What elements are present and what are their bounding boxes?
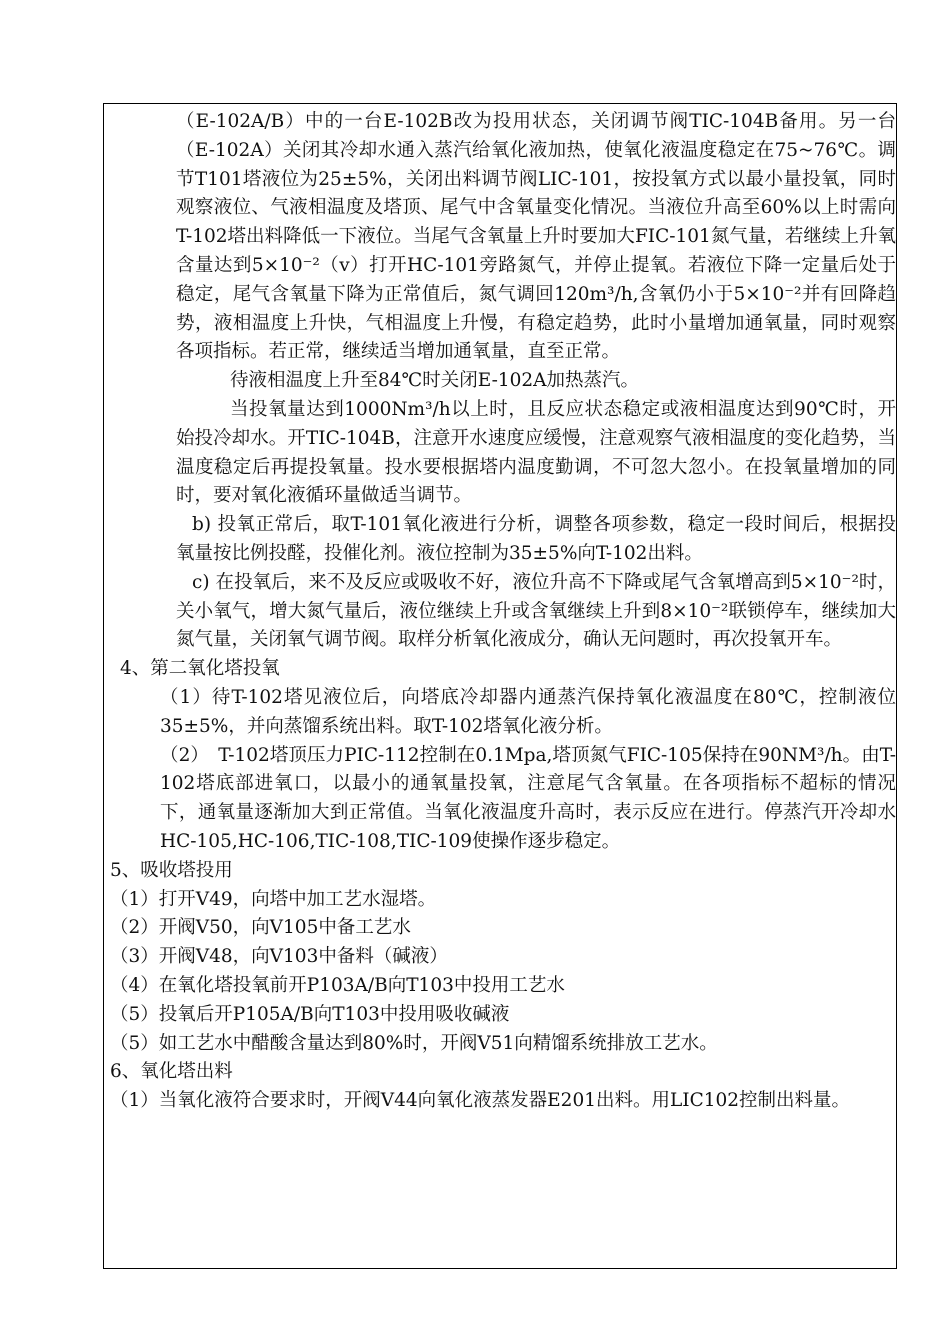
- list-item-5-4: （4）在氧化塔投氧前开P103A/B向T103中投用工艺水: [110, 974, 565, 996]
- list-item-5-6: （5）如工艺水中醋酸含量达到80%时，开阀V51向精馏系统排放工艺水。: [110, 1032, 718, 1054]
- document-body: [110, 108, 896, 1116]
- list-item-5-3: （3）开阀V48，向V103中备料（碱液）: [110, 946, 448, 968]
- paragraph-close-steam: 待液相温度上升至84℃时关闭E-102A加热蒸汽。: [230, 370, 640, 392]
- heading-section-5: 5、吸收塔投用: [110, 859, 233, 881]
- heading-section-6: 6、氧化塔出料: [110, 1061, 233, 1083]
- paragraph-b: b) 投氧正常后，取T-101氧化液进行分析，调整各项参数，稳定一段时间后，根据投氧量按比例投醛，投催化剂。液位控制为35±5%向T-102出料。: [176, 514, 896, 564]
- paragraph-4-2: （2） T-102塔顶压力PIC-112控制在0.1Mpa,塔顶氮气FIC-105保持在90NM³/h。由T-102塔底部进氧口，以最小的通氧量投氧，注意尾气含氧量。在各项指标不超标的情况下，通氧量逐渐加大到正常值。当氧化液温度升高时，表示反应在进行。停蒸汽开冷却水HC-105,HC-106,TIC-108,TIC-109使操作逐步稳定。: [160, 744, 896, 852]
- heading-section-4: 4、第二氧化塔投氧: [120, 658, 280, 680]
- paragraph-oxygen-startup: （E-102A/B）中的一台E-102B改为投用状态，关闭调节阀TIC-104B备用。另一台（E-102A）关闭其冷却水通入蒸汽给氧化液加热，使氧化液温度稳定在75~76℃。调节T101塔液位为25±5%，关闭出料调节阀LIC-101，按投氧方式以最小量投氧，同时观察液位、气液相温度及塔顶、尾气中含氧量变化情况。当液位升高至60%以上时需向T-102塔出料降低一下液位。当尾气含氧量上升时要加大FIC-101氮气量，若继续上升氧含量达到5×10⁻²（v）打开HC-101旁路氮气，并停止提氧。若液位下降一定量后处于稳定，尾气含氧量下降为正常值后，氮气调回120m³/h,含氧仍小于5×10⁻²并有回降趋势，液相温度上升快，气相温度上升慢，有稳定趋势，此时小量增加通氧量，同时观察各项指标。若正常，继续适当增加通氧量，直至正常。: [176, 111, 896, 363]
- paragraph-4-1: （1）待T-102塔见液位后，向塔底冷却器内通蒸汽保持氧化液温度在80℃，控制液位35±5%，并向蒸馏系统出料。取T-102塔氧化液分析。: [160, 686, 896, 737]
- list-item-5-2: （2）开阀V50，向V105中备工艺水: [110, 917, 411, 939]
- list-item-6-1: （1）当氧化液符合要求时，开阀V44向氧化液蒸发器E201出料。用LIC102控制出料量。: [110, 1090, 851, 1112]
- paragraph-cooling-water: 当投氧量达到1000Nm³/h以上时，且反应状态稳定或液相温度达到90℃时，开始投冷却水。开TIC-104B，注意开水速度应缓慢，注意观察气液相温度的变化趋势，当温度稳定后再提投氧量。投水要根据塔内温度勤调，不可忽大忽小。在投氧量增加的同时，要对氧化液循环量做适当调节。: [176, 398, 896, 507]
- list-item-5-5: （5）投氧后开P105A/B向T103中投用吸收碱液: [110, 1003, 510, 1025]
- list-item-5-1: （1）打开V49，向塔中加工艺水湿塔。: [110, 888, 437, 910]
- paragraph-c: c) 在投氧后，来不及反应或吸收不好，液位升高不下降或尾气含氧增高到5×10⁻²时，关小氧气，增大氮气量后，液位继续上升或含氧继续上升到8×10⁻²联锁停车，继续加大氮气量，关闭氧气调节阀。取样分析氧化液成分，确认无问题时，再次投氧开车。: [176, 571, 896, 651]
